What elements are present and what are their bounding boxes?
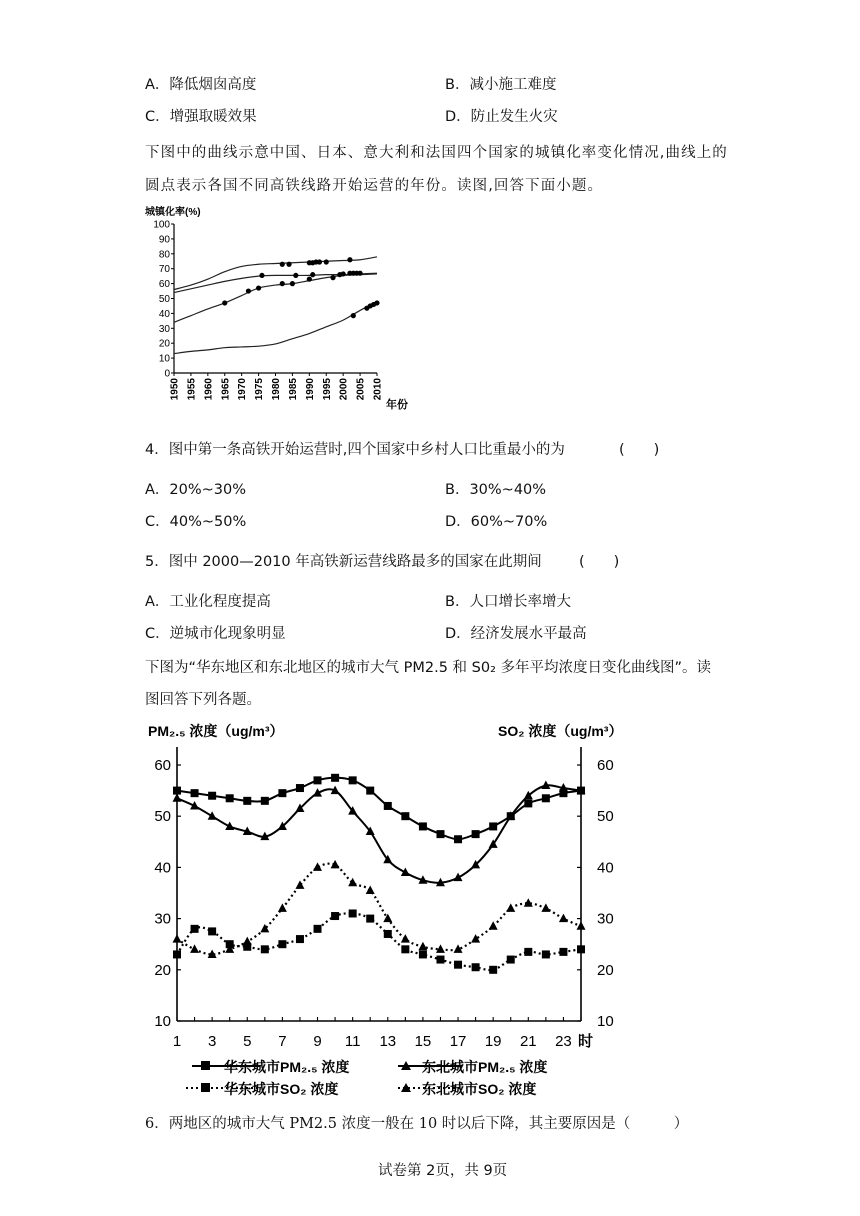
chart1-x-tick-label: 1950 — [169, 378, 181, 401]
chart2-square-marker — [524, 948, 532, 956]
chart2-triangle-marker — [559, 914, 568, 923]
urbanization-chart — [140, 200, 430, 420]
chart2-square-marker — [384, 930, 392, 938]
chart1-y-tick-label: 100 — [153, 219, 170, 231]
chart2-square-marker — [524, 799, 532, 807]
chart2-triangle-marker — [366, 885, 375, 894]
chart2-square-marker — [577, 945, 585, 953]
q5-stem: 5．图中 2000—2010 年高铁新运营线路最多的国家在此期间 — [145, 554, 542, 570]
chart2-square-marker — [384, 802, 392, 810]
q5-option-a: A．工业化程度提高 — [145, 594, 271, 610]
chart1-hsr-point — [324, 259, 329, 264]
q6-stem: 6．两地区的城市大气 PM2.5 浓度一般在 10 时以后下降，其主要原因是（ ） — [145, 1116, 689, 1132]
chart2-square-marker — [349, 909, 357, 917]
chart2-right-tick-label: 50 — [597, 808, 614, 826]
legend-huadong-so2: 华东城市SO₂ 浓度 — [224, 1081, 339, 1097]
chart1-hsr-point — [347, 257, 352, 262]
chart2-triangle-marker — [418, 942, 427, 951]
chart2-x-tick-label: 5 — [243, 1033, 252, 1050]
chart2-triangle-marker — [401, 934, 410, 943]
chart2-square-marker — [401, 812, 409, 820]
q3-option-a: A．降低烟囱高度 — [145, 77, 257, 93]
chart1-hsr-point — [259, 273, 264, 278]
chart2-left-tick-label: 30 — [154, 910, 171, 928]
chart2-square-marker — [401, 945, 409, 953]
legend-dongbei-so2: 东北城市SO₂ 浓度 — [422, 1081, 537, 1097]
chart2-square-marker — [419, 950, 427, 958]
chart2-square-marker — [436, 830, 444, 838]
intro2-line2: 图回答下列各题。 — [145, 692, 261, 708]
chart2-x-tick-label: 15 — [414, 1033, 432, 1050]
q4-paren: ( ) — [619, 442, 660, 458]
chart2-square-marker — [489, 966, 497, 974]
chart1-y-tick-label: 70 — [158, 264, 170, 276]
chart2-x-tick-label: 9 — [313, 1033, 322, 1050]
chart2-square-marker — [278, 789, 286, 797]
chart2-triangle-marker — [506, 903, 515, 912]
chart2-square-marker — [208, 927, 216, 935]
chart1-hsr-point — [374, 300, 379, 305]
chart2-left-tick-label: 60 — [154, 757, 171, 774]
chart1-x-tick-label: 1995 — [321, 378, 333, 401]
chart2-square-marker — [261, 797, 269, 805]
chart1-x-tick-label: 1980 — [271, 378, 282, 401]
chart1-series-3-line — [174, 274, 377, 322]
chart1-x-tick-label: 1990 — [304, 378, 316, 401]
page-footer: 试卷第 2页，共 9页 — [378, 1163, 508, 1179]
chart1-hsr-point — [280, 262, 285, 267]
chart2-square-marker — [542, 950, 550, 958]
chart2-triangle-marker — [173, 934, 182, 943]
chart1-y-tick-label: 40 — [158, 308, 170, 320]
chart2-square-marker — [472, 830, 480, 838]
chart1-x-tick-label: 2010 — [372, 378, 384, 401]
chart2-x-tick-label: 23 — [555, 1033, 572, 1050]
chart1-hsr-point — [286, 262, 291, 267]
chart2-ylabel-right: SO₂ 浓度（ug/m³） — [498, 723, 623, 739]
chart2-square-marker — [331, 912, 339, 920]
chart1-y-tick-label: 80 — [158, 249, 170, 261]
chart2-series-3-line — [177, 913, 581, 970]
chart1-y-tick-label: 30 — [158, 323, 170, 335]
chart1-x-tick-label: 1955 — [186, 378, 198, 401]
chart1-hsr-point — [246, 288, 251, 293]
chart1-hsr-point — [357, 271, 362, 276]
chart2-square-marker — [489, 822, 497, 830]
legend-huadong-pm25: 华东城市PM₂.₅ 浓度 — [224, 1059, 350, 1075]
chart2-triangle-marker — [313, 862, 322, 871]
chart2-square-marker — [366, 787, 374, 795]
chart2-triangle-marker — [260, 924, 269, 933]
chart2-x-tick-label: 7 — [278, 1033, 287, 1050]
q3-option-b: B．减小施工难度 — [445, 77, 557, 93]
chart2-right-tick-label: 40 — [597, 859, 614, 877]
chart2-square-marker — [349, 776, 357, 784]
intro2-line1: 下图为“华东地区和东北地区的城市大气 PM2.5 和 S0₂ 多年平均浓度日变化曲线图”。读 — [145, 660, 712, 676]
chart2-triangle-marker — [489, 921, 498, 930]
chart2-square-marker — [454, 961, 462, 969]
chart2-square-marker — [314, 925, 322, 933]
chart2-triangle-marker — [295, 880, 304, 889]
chart2-square-marker — [331, 774, 339, 782]
chart1-x-tick-label: 1960 — [203, 378, 215, 401]
chart2-square-marker — [314, 776, 322, 784]
chart1-x-tick-label: 1975 — [254, 378, 266, 401]
chart1-x-tick-label: 1965 — [220, 378, 232, 401]
chart1-x-tick-label: 1970 — [237, 378, 249, 401]
q4-stem: 4．图中第一条高铁开始运营时,四个国家中乡村人口比重最小的为 — [145, 442, 565, 458]
q4-option-a: A．20%~30% — [145, 482, 247, 498]
chart1-hsr-point — [330, 275, 335, 280]
chart2-triangle-marker — [348, 878, 357, 887]
legend-dongbei-pm25: 东北城市PM₂.₅ 浓度 — [422, 1059, 548, 1075]
chart2-triangle-marker — [541, 903, 550, 912]
pm25-so2-chart — [140, 715, 630, 1105]
chart1-ylabel: 城镇化率(%) — [145, 207, 201, 218]
chart1-hsr-point — [290, 281, 295, 286]
chart2-left-tick-label: 50 — [154, 808, 171, 826]
chart2-square-marker — [191, 789, 199, 797]
chart1-hsr-point — [293, 273, 298, 278]
chart2-triangle-marker — [577, 921, 586, 930]
chart2-square-marker — [191, 925, 199, 933]
chart2-triangle-marker — [471, 934, 480, 943]
chart1-hsr-point — [351, 313, 356, 318]
chart2-square-marker — [278, 940, 286, 948]
chart2-square-marker — [226, 794, 234, 802]
chart1-hsr-point — [256, 285, 261, 290]
chart1-hsr-point — [337, 272, 342, 277]
chart2-left-tick-label: 10 — [154, 1013, 171, 1030]
chart2-series-4-line — [177, 864, 581, 955]
chart1-hsr-point — [317, 259, 322, 264]
chart2-square-marker — [261, 945, 269, 953]
chart2-x-tick-label: 11 — [344, 1033, 361, 1050]
chart2-square-marker — [208, 792, 216, 800]
chart2-x-tick-label: 19 — [484, 1033, 502, 1050]
chart1-hsr-point — [280, 281, 285, 286]
chart2-square-marker — [173, 950, 181, 958]
chart2-right-tick-label: 10 — [597, 1013, 614, 1030]
q5-option-c: C．逆城市化现象明显 — [145, 626, 286, 642]
intro1-line2: 圆点表示各国不同高铁线路开始运营的年份。读图,回答下面小题。 — [145, 178, 604, 194]
q3-option-d: D．防止发生火灾 — [445, 109, 558, 125]
chart2-square-marker — [559, 948, 567, 956]
chart2-xunit: 时 — [578, 1033, 594, 1050]
chart2-square-marker — [542, 794, 550, 802]
chart2-square-marker — [472, 963, 480, 971]
chart1-xunit: 年份 — [386, 399, 408, 411]
chart2-square-marker — [436, 956, 444, 964]
chart1-x-tick-label: 2000 — [338, 378, 350, 401]
chart2-left-tick-label: 40 — [154, 859, 171, 877]
chart1-hsr-point — [310, 272, 315, 277]
chart1-x-tick-label: 1985 — [287, 378, 299, 401]
chart2-triangle-marker — [331, 860, 340, 869]
chart2-x-tick-label: 1 — [172, 1033, 182, 1050]
chart2-square-marker — [366, 915, 374, 923]
chart2-square-marker — [243, 797, 251, 805]
chart1-y-tick-label: 50 — [158, 294, 170, 305]
chart1-hsr-point — [307, 277, 312, 282]
chart2-right-tick-label: 20 — [597, 961, 614, 979]
chart1-y-tick-label: 90 — [158, 234, 170, 246]
chart2-left-tick-label: 20 — [154, 961, 171, 979]
chart1-y-tick-label: 60 — [158, 279, 170, 291]
q4-option-b: B．30%~40% — [445, 482, 547, 498]
q4-option-d: D．60%~70% — [445, 514, 548, 530]
chart1-y-tick-label: 20 — [158, 338, 170, 350]
chart2-square-marker — [507, 956, 515, 964]
chart2-right-tick-label: 60 — [597, 757, 614, 774]
chart1-series-4-line — [174, 301, 377, 353]
chart2-x-tick-label: 13 — [379, 1033, 397, 1050]
chart2-square-marker — [296, 935, 304, 943]
q3-option-c: C．增强取暖效果 — [145, 109, 257, 125]
chart2-square-marker — [419, 822, 427, 830]
chart1-x-tick-label: 2005 — [355, 378, 367, 401]
chart2-square-marker — [296, 784, 304, 792]
chart2-x-tick-label: 3 — [207, 1033, 217, 1050]
chart2-x-tick-label: 21 — [519, 1033, 537, 1050]
q5-option-b: B．人口增长率增大 — [445, 594, 571, 610]
chart2-square-marker — [454, 835, 462, 843]
chart2-triangle-marker — [190, 944, 199, 953]
intro1-line1: 下图中的曲线示意中国、日本、意大利和法国四个国家的城镇化率变化情况,曲线上的 — [145, 145, 728, 161]
q4-option-c: C．40%~50% — [145, 514, 247, 530]
chart2-x-tick-label: 17 — [449, 1033, 467, 1050]
q5-option-d: D．经济发展水平最高 — [445, 626, 587, 642]
q5-paren: ( ) — [579, 554, 620, 570]
chart1-y-tick-label: 0 — [164, 368, 170, 380]
chart2-triangle-marker — [243, 937, 252, 946]
chart1-y-tick-label: 10 — [158, 353, 170, 365]
chart2-right-tick-label: 30 — [597, 910, 614, 928]
chart1-hsr-point — [222, 300, 227, 305]
chart1-series-2-line — [174, 273, 377, 292]
chart2-ylabel-left: PM₂.₅ 浓度（ug/m³） — [148, 723, 284, 739]
